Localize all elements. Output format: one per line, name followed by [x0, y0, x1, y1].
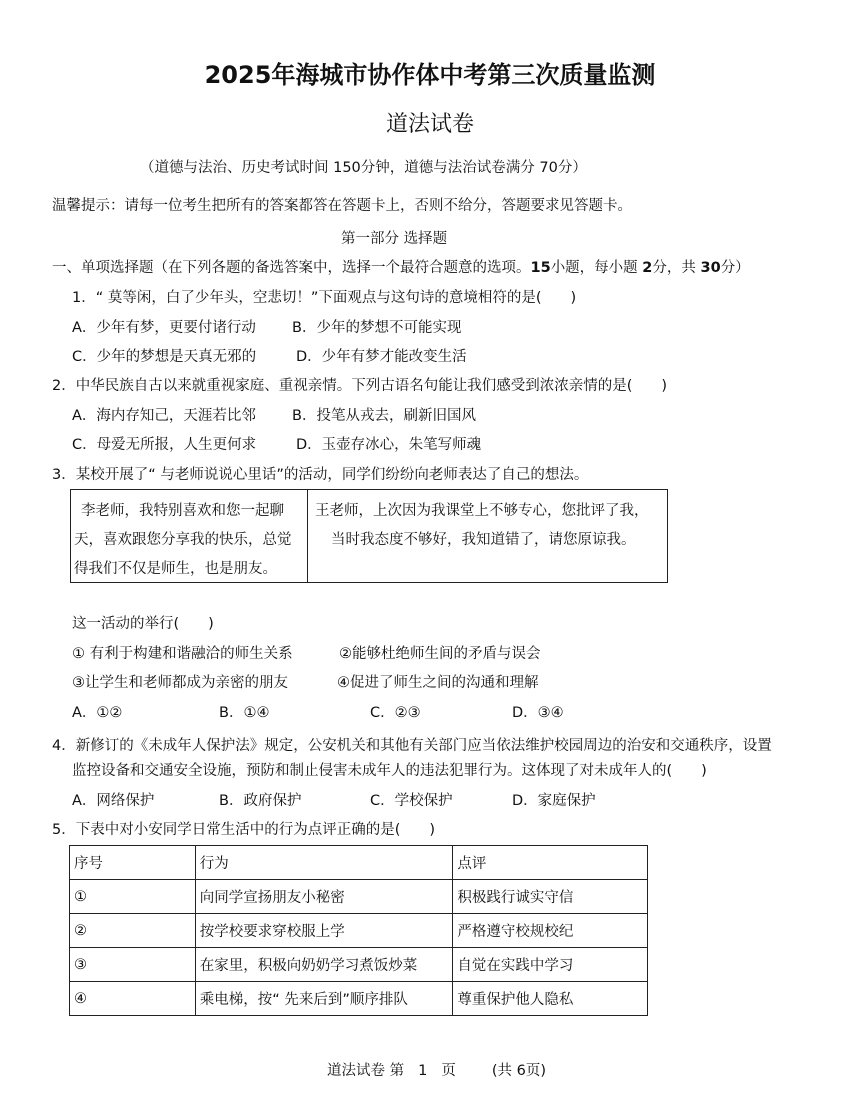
table-header-row	[70, 846, 648, 880]
exam-title: 2025年海城市协作体中考第三次质量监测	[204, 61, 656, 89]
table-cell: ②	[70, 914, 196, 948]
part-title: 第一部分 选择题	[341, 231, 448, 247]
table-cell: ①	[70, 880, 196, 914]
page-unit: 页	[441, 1063, 456, 1079]
q2-option-a: A．海内存知己，天涯若比邻	[72, 408, 256, 424]
q3-option-a: A．①②	[72, 705, 123, 721]
q1-option-b: B．少年的梦想不可能实现	[292, 320, 462, 336]
q3-statement-4: ④促进了师生之间的沟通和理解	[337, 675, 539, 691]
table-header-cell: 行为	[195, 846, 453, 880]
page-total: (共 6页)	[491, 1063, 546, 1079]
q3-quote-left-line: 天，喜欢跟您分享我的快乐，总觉	[74, 532, 292, 548]
points-each: 2	[642, 260, 653, 276]
points-total: 30	[700, 260, 721, 276]
footer-label: 道法试卷 第	[327, 1063, 405, 1079]
table-cell: 按学校要求穿校服上学	[195, 914, 453, 948]
q4-option-a: A．网络保护	[72, 793, 155, 809]
q2-option-d: D．玉壶存冰心，朱笔写师魂	[296, 437, 482, 453]
q3-option-c: C．②③	[370, 705, 421, 721]
q1-option-c: C．少年的梦想是天真无邪的	[72, 349, 257, 365]
q3-statement-1: ① 有利于构建和谐融洽的师生关系	[72, 646, 293, 662]
q3-question: 这一活动的举行( )	[72, 616, 214, 632]
q3-quote-left-line: 李老师，我特别喜欢和您一起聊	[81, 503, 284, 519]
q2-option-b: B．投笔从戎去，刷新旧国风	[292, 408, 476, 424]
section-heading	[52, 256, 750, 277]
table-row	[70, 948, 648, 982]
table-cell: 乘电梯，按“ 先来后到”顺序排队	[195, 982, 453, 1016]
table-row	[70, 982, 648, 1016]
section-heading-text: 分）	[720, 260, 750, 276]
table-cell: ③	[70, 948, 196, 982]
table-cell: 在家里，积极向奶奶学习煮饭炒菜	[195, 948, 453, 982]
q4-option-d: D．家庭保护	[512, 793, 596, 809]
page-number: 1	[418, 1063, 428, 1079]
table-header-cell: 序号	[70, 846, 196, 880]
table-row	[70, 880, 648, 914]
page-footer	[327, 1059, 546, 1080]
notice-text: 温馨提示：请每一位考生把所有的答案都答在答题卡上，否则不给分，答题要求见答题卡。	[52, 198, 632, 214]
q3-quote-left-line: 得我们不仅是师生，也是朋友。	[74, 561, 277, 577]
table-cell: 尊重保护他人隐私	[453, 982, 648, 1016]
table-row	[70, 914, 648, 948]
table-cell: 自觉在实践中学习	[453, 948, 648, 982]
q3-option-b: B．①④	[219, 705, 270, 721]
q2-option-c: C．母爱无所报，人生更何求	[72, 437, 257, 453]
q3-quote-box	[70, 489, 668, 583]
q5-table	[69, 845, 648, 1016]
q3-quote-right-line: 王老师，上次因为我课堂上不够专心，您批评了我，	[315, 503, 649, 519]
q3-option-d: D．③④	[512, 705, 564, 721]
q2-stem: 2．中华民族自古以来就重视家庭、重视亲情。下列古语名句能让我们感受到浓浓亲情的是( )	[52, 378, 668, 394]
q1-stem: 1．“ 莫等闲，白了少年头，空悲切！”下面观点与这句诗的意境相符的是( )	[72, 290, 577, 306]
table-cell: 向同学宣扬朋友小秘密	[195, 880, 453, 914]
section-heading-text: 分，共	[652, 260, 701, 276]
q5-stem: 5．下表中对小安同学日常生活中的行为点评正确的是( )	[52, 822, 436, 838]
table-cell: 严格遵守校规校纪	[453, 914, 648, 948]
question-count: 15	[530, 260, 551, 276]
q1-option-a: A．少年有梦，更要付诸行动	[72, 320, 256, 336]
exam-info: （道德与法治、历史考试时间 150分钟，道德与法治试卷满分 70分）	[140, 160, 587, 176]
q3-quote-right-line: 当时我态度不够好，我知道错了，请您原谅我。	[331, 532, 636, 548]
table-cell: 积极践行诚实守信	[453, 880, 648, 914]
q4-stem: 4．新修订的《未成年人保护法》规定，公安机关和其他有关部门应当依法维护校园周边的治安和交通秩序，设置	[52, 738, 772, 754]
q1-option-d: D．少年有梦才能改变生活	[296, 349, 467, 365]
table-header-cell: 点评	[453, 846, 648, 880]
q3-statement-3: ③让学生和老师都成为亲密的朋友	[72, 675, 288, 691]
exam-subtitle: 道法试卷	[385, 112, 474, 137]
q3-stem: 3．某校开展了“ 与老师说说心里话”的活动，同学们纷纷向老师表达了自己的想法。	[52, 467, 589, 483]
table-cell: ④	[70, 982, 196, 1016]
q4-option-c: C．学校保护	[370, 793, 453, 809]
section-heading-text: 一、单项选择题（在下列各题的备选答案中，选择一个最符合题意的选项。	[52, 260, 531, 276]
q4-option-b: B．政府保护	[219, 793, 302, 809]
q4-stem-cont: 监控设备和交通安全设施，预防和制止侵害未成年人的违法犯罪行为。这体现了对未成年人的( )	[72, 763, 707, 779]
q3-statement-2: ②能够杜绝师生间的矛盾与误会	[339, 646, 541, 662]
section-heading-text: 小题，每小题	[550, 260, 643, 276]
